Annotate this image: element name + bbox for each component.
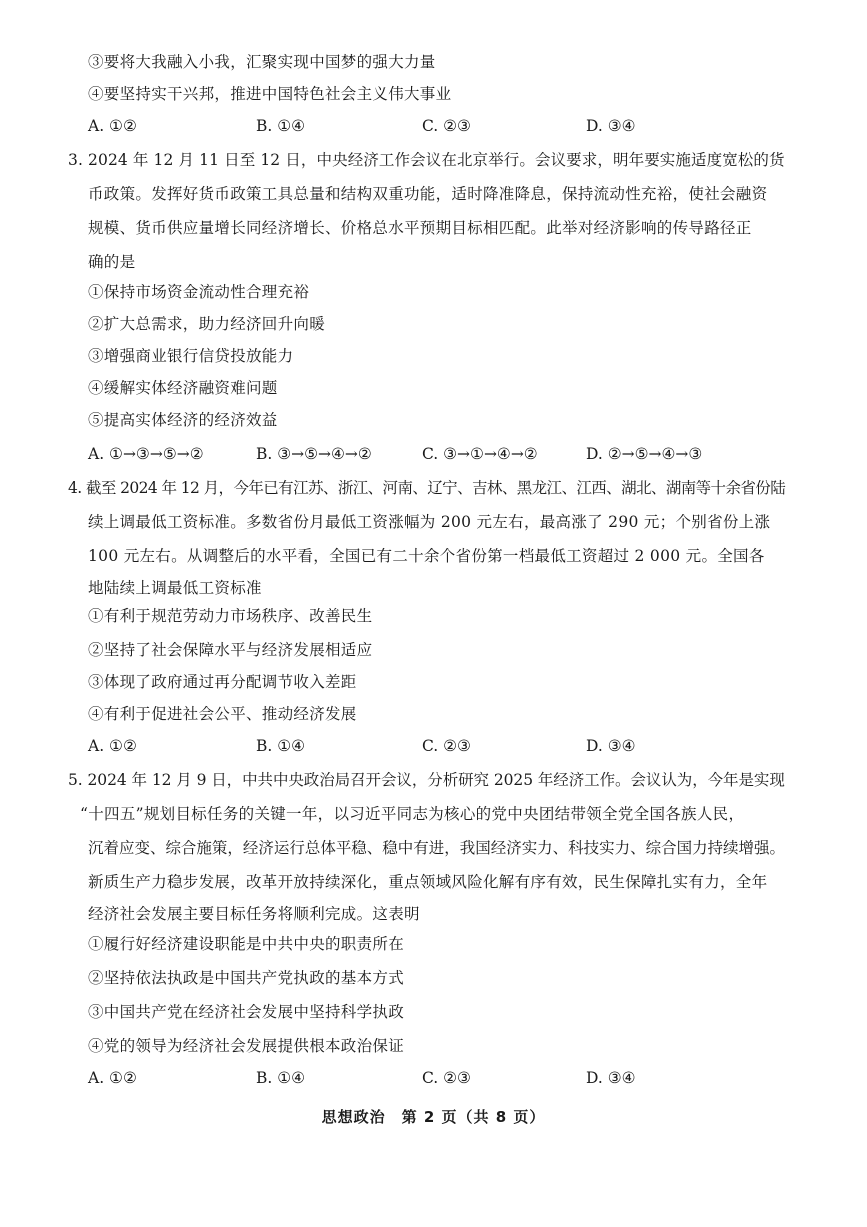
option-a: A. ①②: [88, 737, 137, 755]
prev-options: [88, 116, 788, 136]
q3-statement-5: ⑤提高实体经济的经济效益: [88, 411, 278, 429]
q5-options: [88, 1068, 788, 1088]
option-b: B. ①④: [256, 117, 306, 135]
q4-statement-2: ②坚持了社会保障水平与经济发展相适应: [88, 641, 373, 659]
prev-statement-4: ④要坚持实干兴邦，推进中国特色社会主义伟大事业: [88, 85, 452, 103]
option-d: D. ③④: [586, 1069, 636, 1087]
q5-stem-line-3: 沉着应变、综合施策，经济运行总体平稳、稳中有进，我国经济实力、科技实力、综合国力持续增强。: [88, 839, 786, 857]
q5-statement-4: ④党的领导为经济社会发展提供根本政治保证: [88, 1037, 405, 1055]
q3-statement-1: ①保持市场资金流动性合理充裕: [88, 283, 310, 301]
q3-stem-line-3: 规模、货币供应量增长同经济增长、价格总水平预期目标相匹配。此举对经济影响的传导路径正: [88, 219, 752, 237]
q3-statement-2: ②扩大总需求，助力经济回升向暖: [88, 315, 326, 333]
q4-stem-line-2: 续上调最低工资标准。多数省份月最低工资涨幅为 200 元左右，最高涨了 290 元；个别省份上涨: [88, 513, 771, 531]
q3-stem-line-2: 币政策。发挥好货币政策工具总量和结构双重功能，适时降准降息，保持流动性充裕，使社会融资: [88, 185, 768, 203]
option-d: D. ③④: [586, 117, 636, 135]
q5-stem-line-1: 5. 2024 年 12 月 9 日，中共中央政治局召开会议，分析研究 2025 年经济工作。会议认为，今年是实现: [68, 771, 785, 789]
q3-statement-4: ④缓解实体经济融资难问题: [88, 379, 278, 397]
q4-statement-1: ①有利于规范劳动力市场秩序、改善民生: [88, 607, 373, 625]
q4-statement-3: ③体现了政府通过再分配调节收入差距: [88, 673, 357, 691]
prev-statement-3: ③要将大我融入小我，汇聚实现中国梦的强大力量: [88, 53, 436, 71]
option-c: C. ②③: [422, 737, 471, 755]
q3-stem-line-4: 确的是: [88, 253, 136, 271]
q5-stem-line-4: 新质生产力稳步发展，改革开放持续深化，重点领域风险化解有序有效，民生保障扎实有力，全年: [88, 873, 768, 891]
q5-statement-1: ①履行好经济建设职能是中共中央的职责所在: [88, 935, 405, 953]
q4-statement-4: ④有利于促进社会公平、推动经济发展: [88, 705, 357, 723]
page-footer: 思想政治 第 2 页（共 8 页）: [321, 1108, 546, 1126]
option-d: D. ②→⑤→④→③: [586, 445, 703, 463]
option-c: C. ③→①→④→②: [422, 445, 538, 463]
q4-options: [88, 736, 788, 756]
option-c: C. ②③: [422, 1069, 471, 1087]
q4-stem-line-4: 地陆续上调最低工资标准: [88, 579, 262, 597]
q3-stem-line-1: 3. 2024 年 12 月 11 日至 12 日，中央经济工作会议在北京举行。会议要求，明年要实施适度宽松的货: [68, 151, 785, 169]
q3-statement-3: ③增强商业银行信贷投放能力: [88, 347, 294, 365]
option-a: A. ①②: [88, 1069, 137, 1087]
q5-statement-3: ③中国共产党在经济社会发展中坚持科学执政: [88, 1003, 405, 1021]
q3-options: [88, 444, 788, 464]
q5-statement-2: ②坚持依法执政是中国共产党执政的基本方式: [88, 969, 405, 987]
option-b: B. ③→⑤→④→②: [256, 445, 372, 463]
option-a: A. ①②: [88, 117, 137, 135]
q4-stem-line-3: 100 元左右。从调整后的水平看，全国已有二十余个省份第一档最低工资超过 2 000 元。全国各: [88, 547, 765, 565]
q5-stem-line-5: 经济社会发展主要目标任务将顺利完成。这表明: [88, 905, 420, 923]
option-a: A. ①→③→⑤→②: [88, 445, 204, 463]
option-d: D. ③④: [586, 737, 636, 755]
option-b: B. ①④: [256, 1069, 306, 1087]
option-b: B. ①④: [256, 737, 306, 755]
q4-stem-line-1: 4. 截至 2024 年 12 月，今年已有江苏、浙江、河南、辽宁、吉林、黑龙江、江西、湖北、湖南等十余省份陆: [68, 479, 786, 497]
q5-stem-line-2: “十四五”规划目标任务的关键一年，以习近平同志为核心的党中央团结带领全党全国各族人民，: [80, 805, 745, 823]
option-c: C. ②③: [422, 117, 471, 135]
